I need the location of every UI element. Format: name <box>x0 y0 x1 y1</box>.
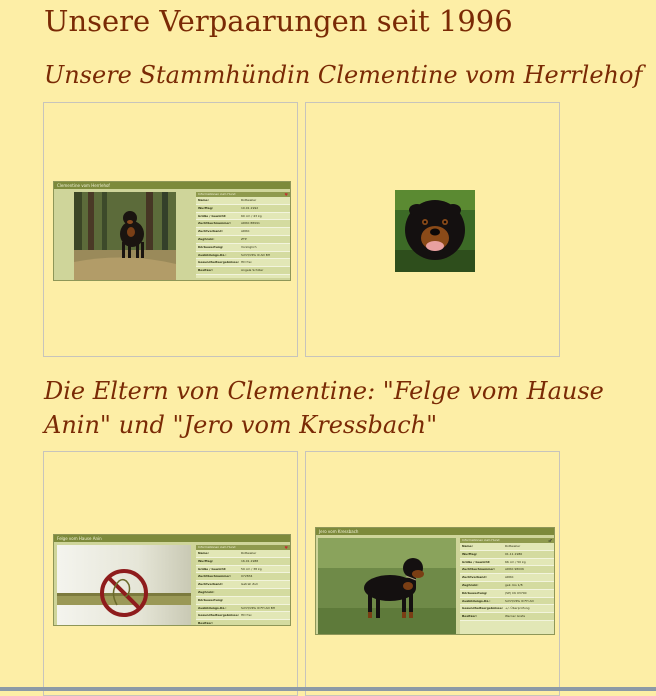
table-row <box>196 566 290 574</box>
no-photo-placeholder <box>57 545 191 625</box>
row-key: Zuchtverband: <box>198 582 223 587</box>
table-row <box>460 551 554 559</box>
row-key: Ausbildungs-Kz.: <box>198 252 227 257</box>
table-row <box>460 598 554 606</box>
row-value: ADRK 98006 <box>505 567 524 572</box>
dog-info-table <box>196 192 290 278</box>
table-row <box>196 252 290 260</box>
row-key: Zughrein: <box>198 589 215 594</box>
row-key: Wurftag: <box>462 551 478 556</box>
table-row <box>460 613 554 621</box>
table-row <box>460 559 554 567</box>
row-value: SchH/VPG III FH AD BH <box>241 605 276 610</box>
bottom-scroll-edge <box>0 687 656 691</box>
pedigree-card-jero <box>315 527 555 635</box>
row-key: Name: <box>462 544 473 548</box>
section-heading-clementine: Unsere Stammhündin Clementine vom Herrlehof <box>44 61 643 89</box>
dog-portrait-clementine <box>395 190 475 272</box>
row-value <box>241 597 290 604</box>
table-row <box>460 574 554 582</box>
card-header: Jero vom Kressbach <box>316 528 554 535</box>
row-key: Zuchtverband: <box>462 575 487 580</box>
row-key: Besitzer: <box>198 268 214 273</box>
card-header: Clementine vom Herrlehof <box>54 182 290 189</box>
table-row <box>460 566 554 574</box>
row-value: 072834 <box>241 574 253 579</box>
row-key: Name: <box>198 551 209 555</box>
row-key: Zuchtbuchnummer: <box>462 567 496 572</box>
row-key: Gesundheitsergebnisse: <box>462 606 503 611</box>
table-row <box>196 550 290 558</box>
row-key: Wurftag: <box>198 558 214 563</box>
table-row <box>196 612 290 620</box>
table-row <box>196 581 290 589</box>
row-key: Größe / Gewicht: <box>198 213 227 218</box>
table-row <box>196 228 290 236</box>
table-header: Informationen zum Hund ♂ <box>462 538 552 543</box>
table-row <box>196 259 290 267</box>
table-row <box>196 267 290 275</box>
row-value <box>241 589 290 596</box>
table-row <box>196 220 290 228</box>
row-key: Gesundheitsergebnisse: <box>198 260 239 265</box>
row-key: Zughrein: <box>198 236 215 241</box>
row-value: Rottweiler <box>241 551 257 555</box>
table-row <box>196 244 290 252</box>
row-key: Ausbildungs-Kz.: <box>462 598 491 603</box>
row-key: Zughrein: <box>462 582 479 587</box>
table-row <box>196 620 290 626</box>
table-header: Informationen zum Hund ♥ <box>198 545 288 550</box>
row-value: ADRK 88991 <box>241 221 260 226</box>
table-row <box>460 582 554 590</box>
table-row <box>196 573 290 581</box>
row-value: 10.01.1992 <box>241 205 259 210</box>
row-value: (SP) CK 03700 <box>505 590 527 595</box>
pedigree-card-felge <box>53 534 291 626</box>
table-row <box>196 236 290 244</box>
row-key: Name: <box>198 198 209 202</box>
row-key: Besitzer: <box>198 621 214 626</box>
row-value: ADRK <box>241 229 250 234</box>
row-value: 16.01.1988 <box>241 558 259 563</box>
row-value: SchH/VPG III FH AD <box>505 598 534 603</box>
row-value: SchH/VPG III AD BH <box>241 252 271 257</box>
row-value: Werner Grafe <box>505 614 526 619</box>
dog-photo-jero <box>318 538 456 634</box>
pedigree-card-clementine <box>53 181 291 281</box>
row-value: Rottweiler <box>241 198 257 202</box>
row-value: 66 cm / 50 kg <box>505 559 526 564</box>
table-row <box>196 197 290 205</box>
table-row <box>460 543 554 551</box>
row-key: Zuchtverband: <box>198 229 223 234</box>
row-value: ADRK <box>505 575 514 580</box>
row-value: HD frei <box>241 260 252 265</box>
row-value <box>241 620 290 626</box>
image-frame-felge-card[interactable] <box>43 451 298 696</box>
row-key: Zuchtbuchnummer: <box>198 574 232 579</box>
row-value: gek. bis 1/8 <box>505 582 523 587</box>
table-row <box>196 558 290 566</box>
row-key: Wurftag: <box>198 205 214 210</box>
table-row <box>196 597 290 605</box>
row-value: ZTP <box>241 236 247 241</box>
row-value: Angela Schiller <box>241 268 264 273</box>
row-key: Größe / Gewicht: <box>462 559 491 564</box>
row-key: Ausbildungs-Kz.: <box>198 605 227 610</box>
table-header: Informationen zum Hund ♥ <box>198 192 288 197</box>
image-frame-jero-card[interactable] <box>305 451 560 696</box>
card-header: Felge vom Hause Anin <box>54 535 290 542</box>
dog-info-table <box>460 538 554 634</box>
row-value: +/- Überprüfung <box>505 606 530 611</box>
row-value: Rottweiler <box>505 544 521 548</box>
row-value: 59 cm / 38 kg <box>241 566 262 571</box>
dog-photo-clementine <box>74 192 176 280</box>
row-key: Körbewertung: <box>198 597 224 602</box>
row-key: Zuchtbuchnummer: <box>198 221 232 226</box>
table-row <box>460 605 554 613</box>
image-frame-clementine-card[interactable] <box>43 102 298 357</box>
table-row <box>196 605 290 613</box>
row-value: 01.11.1986 <box>505 551 523 556</box>
dog-info-table <box>196 545 290 625</box>
row-value: 60 cm / 43 kg <box>241 213 262 218</box>
section-heading-parents: Die Eltern von Clementine: "Felge vom Hause Anin" und "Jero vom Kressbach" <box>44 377 604 439</box>
table-row <box>196 589 290 597</box>
page-title: Unsere Verpaarungen seit 1996 <box>44 4 513 38</box>
table-row <box>196 205 290 213</box>
row-key: Körbewertung: <box>462 590 488 595</box>
row-value: Getrah Zuh <box>241 582 259 587</box>
table-row <box>196 213 290 221</box>
table-row <box>460 590 554 598</box>
row-value: Vorzüglich <box>241 244 257 249</box>
image-frame-clementine-portrait[interactable] <box>305 102 560 357</box>
row-key: Gesundheitsergebnisse: <box>198 613 239 618</box>
row-key: Besitzer: <box>462 614 478 619</box>
row-key: Größe / Gewicht: <box>198 566 227 571</box>
row-value: HD frei <box>241 613 252 618</box>
row-key: Körbewertung: <box>198 244 224 249</box>
